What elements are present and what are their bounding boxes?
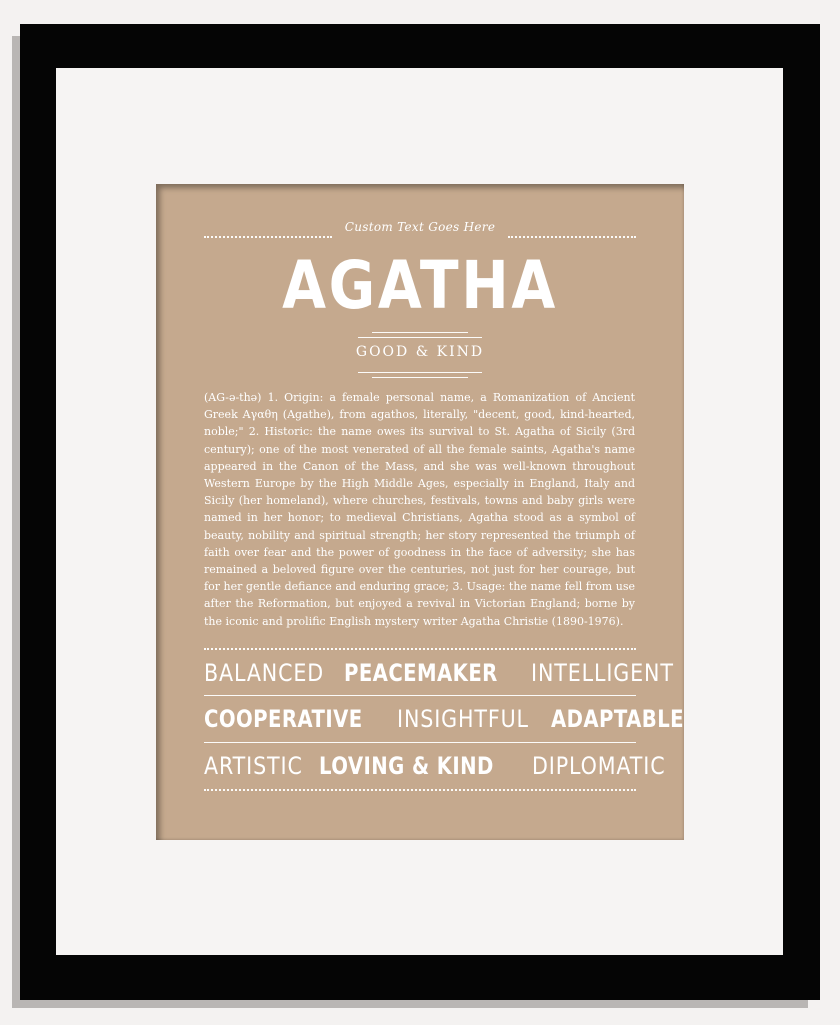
trait-word: DIPLOMATIC — [532, 752, 666, 780]
divider-line — [358, 372, 482, 373]
trait-word: ARTISTIC — [204, 752, 303, 780]
traits-dots-bottom — [204, 789, 636, 791]
name-definition — [204, 389, 635, 630]
trait-word: ADAPTABLE — [550, 705, 684, 733]
mat-board — [56, 68, 783, 955]
picture-frame — [20, 24, 820, 1000]
traits-row — [204, 656, 674, 690]
name-title: AGATHA — [282, 247, 558, 324]
divider-line — [372, 377, 468, 378]
name-meaning: GOOD & KIND — [355, 344, 485, 360]
traits-row — [204, 702, 684, 736]
trait-word: COOPERATIVE — [204, 705, 363, 733]
trait-word: INTELLIGENT — [531, 659, 674, 687]
custom-text: Custom Text Goes Here — [344, 220, 496, 234]
header-dots-left — [204, 236, 332, 238]
traits-divider — [204, 742, 636, 743]
definition-text: (AG-ə-thə) 1. Origin: a female personal name, a Romanization of Ancient Greek Αγαθη (Agathe), from agathos, literally, "decent, good, kind-hearted, noble;" 2. Historic: the name owes its survival to St. Agatha of Sicily (3rd century); one of the most venerated of all the female saints, Agatha's name appeared in the Canon of the Mass, and she was well-known throughout Western Europe by the High Middle Ages, especially in England, Italy and Sicily (her homeland), where churches, festivals, towns and baby girls were named in her honor; to medieval Christians, Agatha stood as a symbol of beauty, nobility and spiritual strength; her story represented the triumph of faith over fear and the power of goodness in the face of adversity; she has remained a beloved figure over the centuries, not just for her courage, but for her gentle defiance and enduring grace; 3. Usage: the name fell from use after the Reformation, but enjoyed a revival in Victorian England; borne by the iconic and prolific English mystery writer Agatha Christie (1890-1976). — [204, 391, 635, 628]
name-print — [156, 184, 684, 840]
traits-row — [204, 749, 666, 783]
trait-word: PEACEMAKER — [343, 659, 498, 687]
divider-line — [372, 332, 468, 333]
trait-word: BALANCED — [204, 659, 325, 687]
divider-line — [358, 337, 482, 338]
traits-dots-top — [204, 648, 636, 650]
trait-word: INSIGHTFUL — [397, 705, 530, 733]
traits-divider — [204, 695, 636, 696]
header-dots-right — [508, 236, 636, 238]
trait-word: LOVING & KIND — [318, 752, 494, 780]
